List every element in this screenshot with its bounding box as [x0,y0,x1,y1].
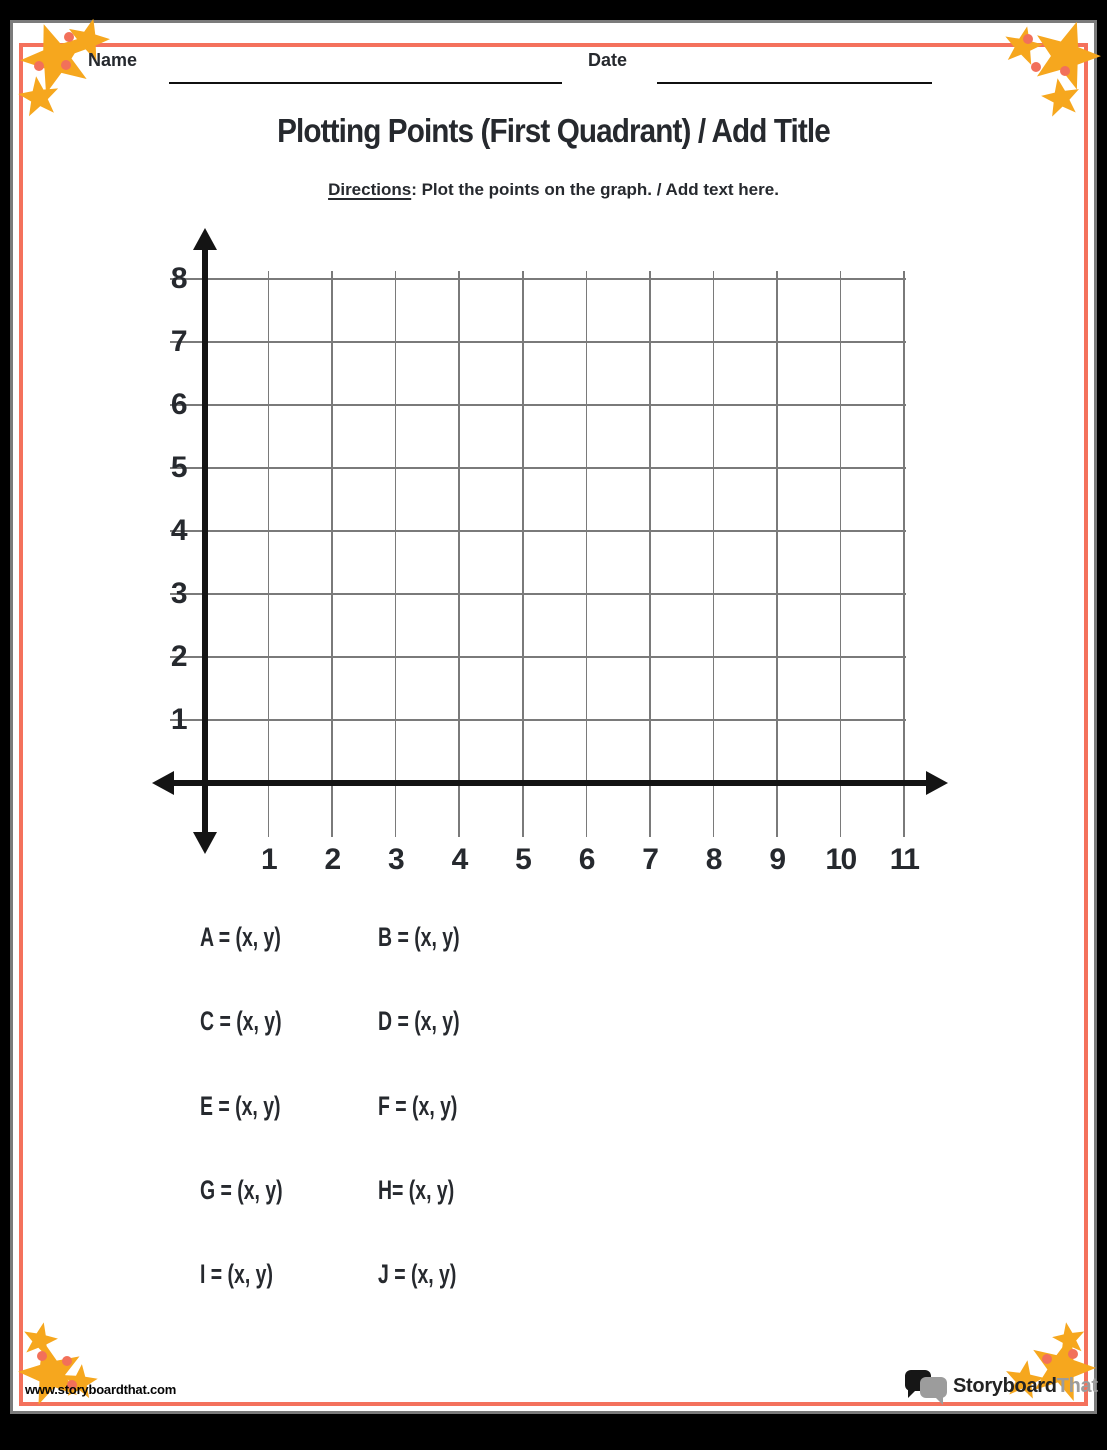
speech-bubble-icon [920,1377,947,1398]
gridline-horizontal [170,341,906,343]
point-label: G = (x, y) [200,1174,283,1205]
point-label: C = (x, y) [200,1006,282,1037]
x-tick-label: 7 [642,843,658,876]
y-tick-label: 2 [170,640,186,673]
gridline-horizontal [170,278,906,280]
x-tick-label: 3 [388,843,404,876]
gridline-vertical [586,271,588,837]
gridline-horizontal [170,467,906,469]
x-axis [164,780,932,786]
point-label: J = (x, y) [378,1259,457,1290]
point-label: H= (x, y) [378,1174,455,1205]
gridline-vertical [840,271,842,837]
x-tick-label: 10 [825,843,856,876]
arrow-left-icon [152,771,174,795]
directions-label: Directions [328,180,412,199]
y-tick-label: 5 [170,451,186,484]
arrow-down-icon [193,832,217,854]
gridline-horizontal [170,656,906,658]
x-tick-label: 5 [515,843,531,876]
gridline-vertical [395,271,397,837]
x-tick-label: 11 [889,843,919,876]
gridline-vertical [903,271,905,837]
gridline-vertical [458,271,460,837]
point-label: D = (x, y) [378,1006,460,1037]
y-tick-label: 6 [170,388,186,421]
website-url: www.storyboardthat.com [25,1382,177,1397]
x-tick-label: 2 [324,843,340,876]
logo-text-primary: Storyboard [953,1375,1057,1397]
y-tick-label: 7 [170,325,186,358]
directions-text: : Plot the points on the graph. / Add text here. [411,180,779,199]
x-tick-label: 6 [578,843,594,876]
gridline-vertical [331,271,333,837]
logo-text [953,1375,1098,1398]
x-tick-label: 8 [705,843,721,876]
point-label: I = (x, y) [200,1259,273,1290]
gridline-horizontal [170,719,906,721]
gridline-vertical [268,271,270,837]
name-label: Name [88,50,138,70]
gridline-horizontal [170,404,906,406]
y-axis [202,246,208,836]
y-tick-label: 1 [170,703,186,736]
arrow-up-icon [193,228,217,250]
logo-text-secondary: That [1056,1375,1098,1397]
gridline-vertical [713,271,715,837]
gridline-vertical [776,271,778,837]
gridline-vertical [522,271,524,837]
x-tick-label: 4 [451,843,467,876]
point-label: F = (x, y) [378,1090,458,1121]
gridline-vertical [649,271,651,837]
page-title: Plotting Points (First Quadrant) / Add Title [277,112,830,149]
point-label: A = (x, y) [200,922,281,952]
x-tick-label: 9 [769,843,785,876]
point-label: B = (x, y) [378,922,460,952]
y-tick-label: 3 [170,577,186,610]
y-tick-label: 4 [170,514,186,547]
y-tick-label: 8 [170,262,186,295]
arrow-right-icon [926,771,948,795]
gridline-horizontal [170,593,906,595]
storyboardthat-logo [905,1370,1098,1410]
point-label: E = (x, y) [200,1090,281,1121]
points-list [200,922,630,1343]
x-tick-label: 1 [260,843,277,876]
gridline-horizontal [170,530,906,532]
date-label: Date [588,50,628,70]
